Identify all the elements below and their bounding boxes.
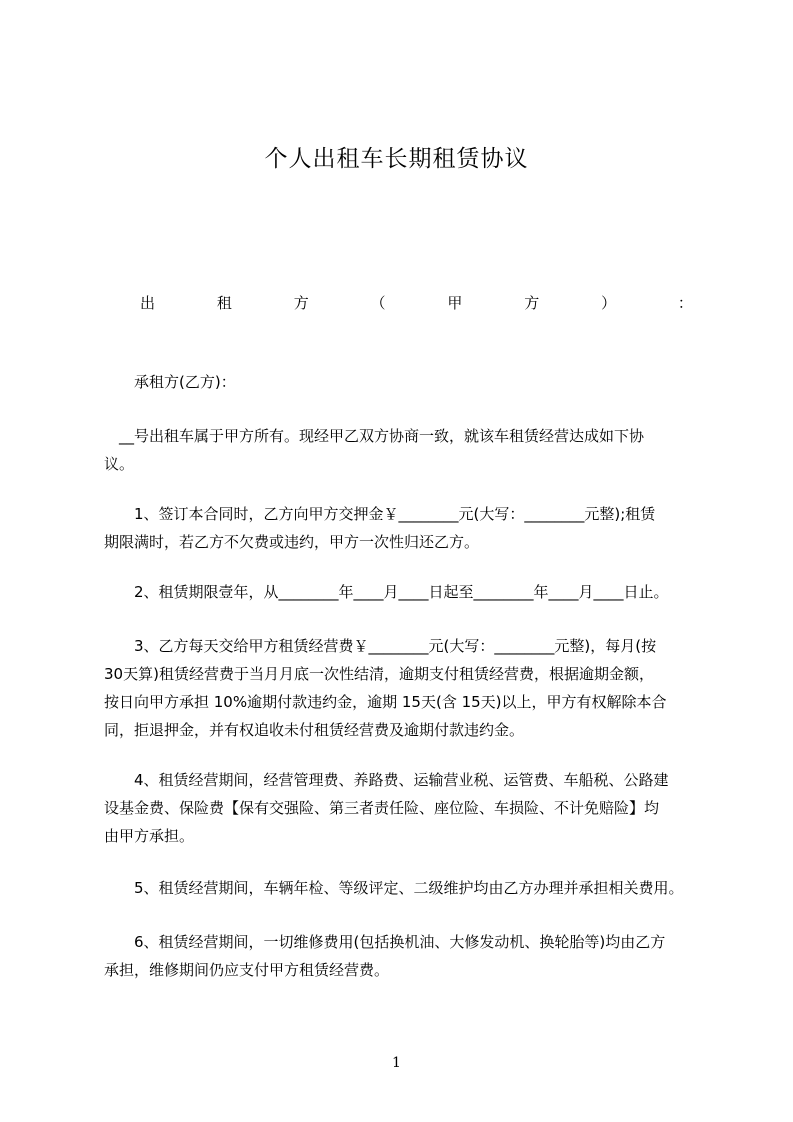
lessor-char: 出 bbox=[140, 294, 156, 312]
paragraph-line: 3、乙方每天交给甲方租赁经营费￥________元(大写：________元整)，每月(按 bbox=[104, 637, 657, 655]
clause-3 bbox=[104, 632, 709, 744]
paragraph-line: __号出租车属于甲方所有。现经甲乙双方协商一致，就该车租赁经营达成如下协 bbox=[104, 427, 645, 445]
paragraph-line: 30天算)租赁经营费于当月月底一次性结清，逾期支付租赁经营费，根据逾期金额， bbox=[104, 665, 654, 683]
lessor-char: 甲 bbox=[447, 294, 463, 312]
paragraph-line: 2、租赁期限壹年，从________年____月____日起至________年____月____日止。 bbox=[104, 583, 669, 601]
clause-6 bbox=[104, 928, 709, 984]
paragraph-line: 同，拒退押金，并有权追收未付租赁经营费及逾期付款违约金。 bbox=[104, 721, 525, 739]
paragraph-line: 期限满时，若乙方不欠费或违约，甲方一次性归还乙方。 bbox=[104, 533, 480, 551]
clause-4 bbox=[104, 766, 709, 850]
paragraph-line: 1、签订本合同时，乙方向甲方交押金￥________元(大写：________元整);租赁 bbox=[104, 505, 656, 523]
paragraph-line: 按日向甲方承担 10%逾期付款违约金，逾期 15天(含 15天)以上，甲方有权解除本合 bbox=[104, 693, 667, 711]
clause-1 bbox=[104, 500, 709, 556]
lessor-char: ： bbox=[677, 294, 693, 312]
paragraph-line: 5、租赁经营期间，车辆年检、等级评定、二级维护均由乙方办理并承担相关费用。 bbox=[104, 879, 684, 897]
clause-2 bbox=[104, 578, 709, 606]
lessor-char: ） bbox=[601, 294, 617, 312]
lessor-line bbox=[140, 292, 693, 313]
document-title: 个人出租车长期租赁协议 bbox=[264, 146, 529, 172]
paragraph-line: 设基金费、保险费【保有交强险、第三者责任险、座位险、车损险、不计免赔险】均 bbox=[104, 799, 660, 817]
paragraph-line: 4、租赁经营期间，经营管理费、养路费、运输营业税、运管费、车船税、公路建 bbox=[104, 771, 669, 789]
paragraph-intro bbox=[104, 422, 709, 478]
lessee-line: 承租方(乙方)： bbox=[134, 373, 236, 391]
paragraph-line: 由甲方承担。 bbox=[104, 827, 195, 845]
lessor-char: 方 bbox=[293, 294, 309, 312]
lessor-char: 方 bbox=[524, 294, 540, 312]
clause-5 bbox=[104, 874, 709, 902]
lessor-char: （ bbox=[370, 294, 386, 312]
paragraph-line: 议。 bbox=[104, 455, 135, 473]
paragraph-line: 6、租赁经营期间，一切维修费用(包括换机油、大修发动机、换轮胎等)均由乙方 bbox=[104, 933, 666, 951]
page-number: 1 bbox=[392, 1055, 401, 1071]
paragraph-line: 承担，维修期间仍应支付甲方租赁经营费。 bbox=[104, 961, 390, 979]
lessor-char: 租 bbox=[216, 294, 232, 312]
